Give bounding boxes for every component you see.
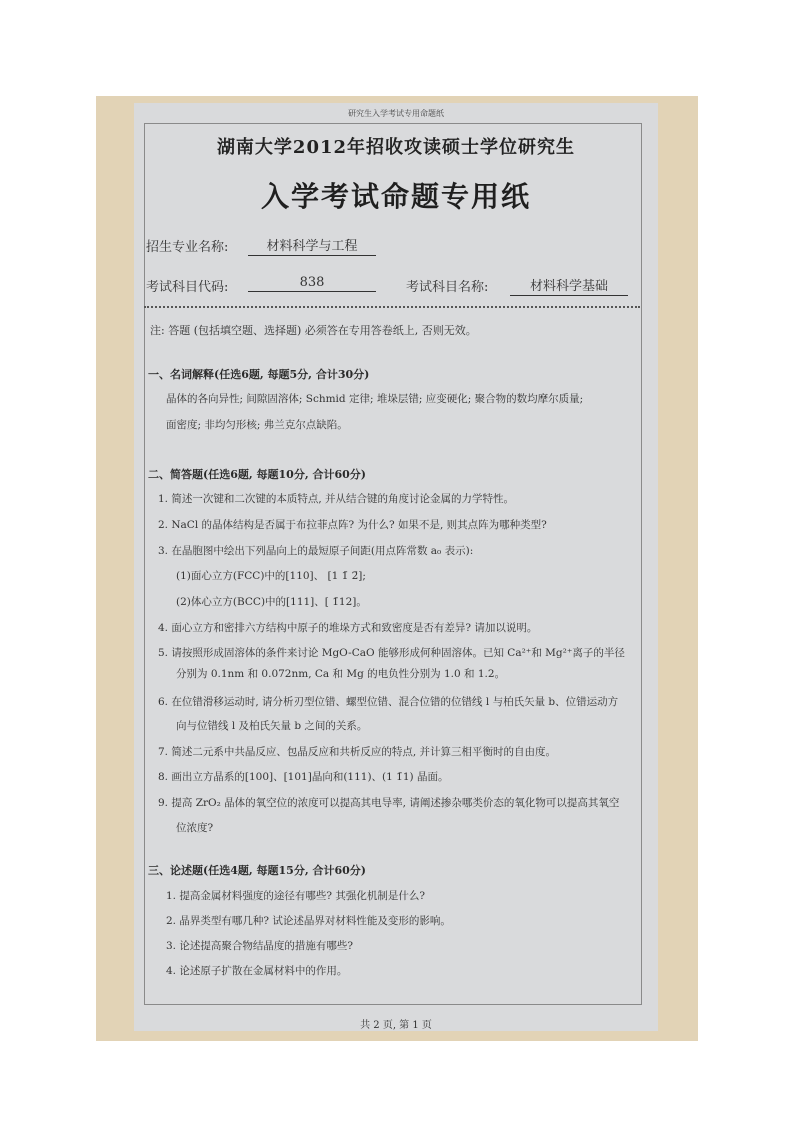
title-line-2: 入学考试命题专用纸: [260, 180, 531, 213]
question-3-4: 4. 论述原子扩散在金属材料中的作用。: [166, 965, 348, 977]
question-2-9-line-1: 9. 提高 ZrO₂ 晶体的氧空位的浓度可以提高其电导率, 请阐述掺杂哪类价态的氧化物可以提高其氧空: [158, 797, 620, 809]
question-2-5-line-2: 分别为 0.1nm 和 0.072nm, Ca 和 Mg 的电负性分别为 1.0 和 1.2。: [176, 668, 506, 680]
question-3-2: 2. 晶界类型有哪几种? 试论述晶界对材料性能及变形的影响。: [166, 915, 451, 927]
dotted-divider: [144, 306, 640, 308]
question-2-2: 2. NaCl 的晶体结构是否属于布拉菲点阵? 为什么? 如果不是, 则其点阵为哪种类型?: [158, 519, 547, 531]
subject-label: 考试科目名称:: [406, 280, 489, 295]
question-2-4: 4. 面心立方和密排六方结构中原子的堆垛方式和致密度是否有差异? 请加以说明。: [158, 622, 538, 634]
question-2-9-line-2: 位浓度?: [176, 822, 214, 834]
code-label: 考试科目代码:: [146, 280, 229, 295]
section-1-line-1: 晶体的各向异性; 间隙固溶体; Schmid 定律; 堆垛层错; 应变硬化; 聚合物的数均摩尔质量;: [166, 393, 584, 405]
section-1-heading: 一、名词解释(任选6题, 每题5分, 合计30分): [148, 368, 370, 381]
section-2-heading: 二、简答题(任选6题, 每题10分, 合计60分): [148, 468, 366, 481]
question-3-1: 1. 提高金属材料强度的途径有哪些? 其强化机制是什么?: [166, 890, 425, 902]
question-2-3-part-2: (2)体心立方(BCC)中的[111]、[ 1̄12]。: [176, 596, 367, 608]
title-line-1: 湖南大学2012年招收攻读硕士学位研究生: [216, 137, 576, 158]
section-1-line-2: 面密度; 非均匀形核; 弗兰克尔点缺陷。: [166, 419, 348, 431]
question-2-8: 8. 画出立方晶系的[100]、[101]晶向和(111)、(1 1̄1) 晶面。: [158, 771, 449, 783]
top-label: 研究生入学考试专用命题纸: [348, 109, 444, 118]
subject-value: 材料科学基础: [510, 275, 628, 296]
section-3-heading: 三、论述题(任选4题, 每题15分, 合计60分): [148, 864, 366, 877]
question-2-7: 7. 简述二元系中共晶反应、包晶反应和共析反应的特点, 并计算三相平衡时的自由度。: [158, 746, 557, 758]
major-label: 招生专业名称:: [146, 240, 229, 255]
code-value: 838: [248, 275, 376, 292]
question-2-1: 1. 简述一次键和二次键的本质特点, 并从结合键的角度讨论金属的力学特性。: [158, 493, 515, 505]
major-value: 材料科学与工程: [248, 235, 376, 256]
question-3-3: 3. 论述提高聚合物结晶度的措施有哪些?: [166, 940, 353, 952]
question-2-5-line-1: 5. 请按照形成固溶体的条件来讨论 MgO-CaO 能够形成何种固溶体。已知 Ca²⁺和 Mg²⁺离子的半径: [158, 647, 625, 659]
question-2-6-line-2: 向与位错线 l 及柏氏矢量 b 之间的关系。: [176, 720, 368, 732]
question-2-3-part-1: (1)面心立方(FCC)中的[110]、 [1 1̄ 2̄];: [176, 570, 366, 582]
question-2-6-line-1: 6. 在位错滑移运动时, 请分析刃型位错、螺型位错、混合位错的位错线 l 与柏氏矢量 b、位错运动方: [158, 696, 619, 708]
question-2-3: 3. 在晶胞图中绘出下列晶向上的最短原子间距(用点阵常数 a₀ 表示):: [158, 545, 474, 557]
page-footer: 共 2 页, 第 1 页: [360, 1020, 432, 1031]
answer-note: 注: 答题 (包括填空题、选择题) 必须答在专用答卷纸上, 否则无效。: [150, 324, 477, 337]
